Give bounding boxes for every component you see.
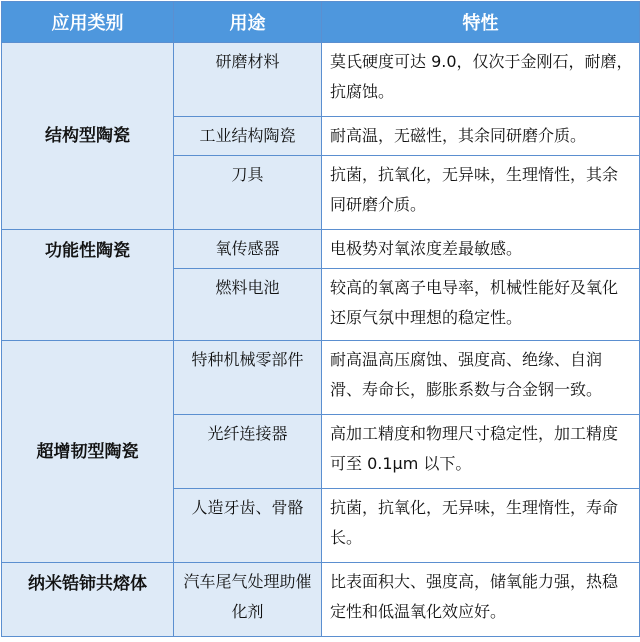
header-property: 特性: [322, 2, 640, 43]
header-usage: 用途: [174, 2, 322, 43]
property-cell: 抗菌，抗氧化，无异味，生理惰性，寿命长。: [322, 489, 640, 563]
usage-cell: 研磨材料: [174, 43, 322, 117]
property-cell: 比表面积大、强度高，储氧能力强，热稳定性和低温氧化效应好。: [322, 563, 640, 637]
category-functional-ceramics: 功能性陶瓷: [2, 230, 174, 341]
usage-cell: 光纤连接器: [174, 415, 322, 489]
usage-cell: 汽车尾气处理助催化剂: [174, 563, 322, 637]
category-toughened-ceramics: 超增韧型陶瓷: [2, 341, 174, 563]
category-structural-ceramics: 结构型陶瓷: [2, 43, 174, 230]
usage-cell: 刀具: [174, 156, 322, 230]
property-cell: 电极势对氧浓度差最敏感。: [322, 230, 640, 269]
property-cell: 耐高温，无磁性，其余同研磨介质。: [322, 117, 640, 156]
usage-cell: 氧传感器: [174, 230, 322, 269]
category-nano-zirconia-ceria: 纳米锆铈共熔体: [2, 563, 174, 637]
usage-cell: 工业结构陶瓷: [174, 117, 322, 156]
usage-cell: 人造牙齿、骨骼: [174, 489, 322, 563]
table-row: [2, 230, 640, 269]
property-cell: 莫氏硬度可达 9.0，仅次于金刚石，耐磨，抗腐蚀。: [322, 43, 640, 117]
property-cell: 高加工精度和物理尺寸稳定性，加工精度可至 0.1μm 以下。: [322, 415, 640, 489]
property-cell: 抗菌，抗氧化，无异味，生理惰性，其余同研磨介质。: [322, 156, 640, 230]
table-row: [2, 43, 640, 117]
property-cell: 耐高温高压腐蚀、强度高、绝缘、自润滑、寿命长，膨胀系数与合金钢一致。: [322, 341, 640, 415]
usage-cell: 特种机械零部件: [174, 341, 322, 415]
header-category: 应用类别: [2, 2, 174, 43]
table-row: [2, 563, 640, 637]
table-row: [2, 341, 640, 415]
usage-cell: 燃料电池: [174, 269, 322, 341]
property-cell: 较高的氧离子电导率，机械性能好及氧化还原气氛中理想的稳定性。: [322, 269, 640, 341]
ceramics-application-table: [1, 1, 640, 637]
header-row: [2, 2, 640, 43]
